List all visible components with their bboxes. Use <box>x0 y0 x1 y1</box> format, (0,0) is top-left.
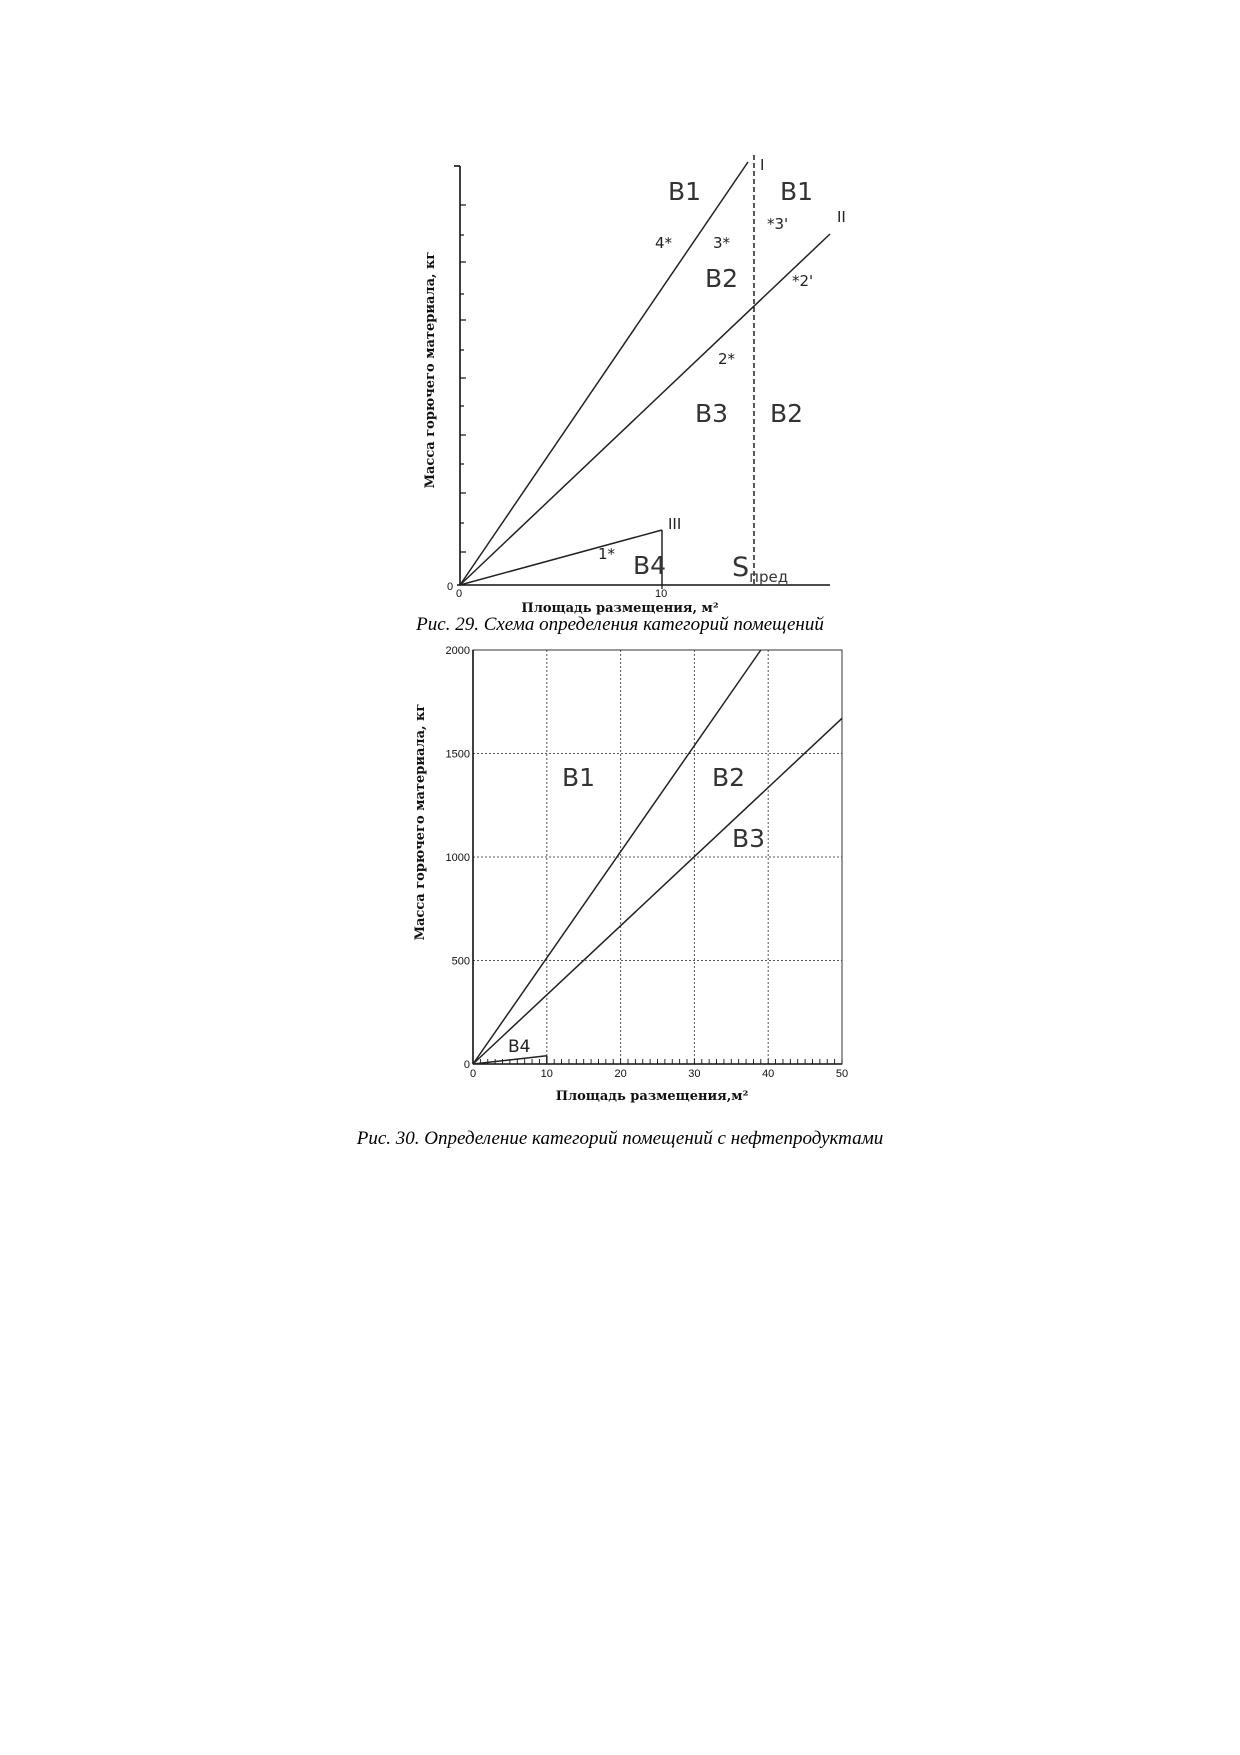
fig29-ylabel: Масса горючего материала, кг <box>423 251 438 489</box>
fig30-ticks <box>446 645 849 1080</box>
fig30-region-b1: В1 <box>562 763 596 792</box>
fig29-s-pred-label <box>732 552 788 586</box>
fig29-region-b4: В4 <box>633 551 667 580</box>
fig30-ylabel: Масса горючего материала, кг <box>413 703 428 941</box>
fig29-s-subscript: пред <box>749 568 789 586</box>
fig29-origin-label: 0 <box>447 581 454 593</box>
fig30-x-tick-label: 0 <box>469 1068 477 1080</box>
fig29-point-3: 3* <box>713 234 731 252</box>
fig30-grid <box>473 650 842 1064</box>
figure-29-diagram <box>0 0 1240 630</box>
fig29-line-label-III: III <box>668 515 682 533</box>
figure-29-caption: Рис. 29. Схема определения категорий помещений <box>416 614 824 635</box>
fig30-x-tick-label: 40 <box>762 1068 775 1080</box>
fig30-y-tick-label: 2000 <box>445 645 470 657</box>
fig29-x-tick-label: 10 <box>655 588 668 600</box>
fig30-y-tick-label: 500 <box>451 955 470 968</box>
fig30-y-tick-label: 1500 <box>445 748 470 761</box>
fig29-region-b2-lower: В2 <box>770 399 804 428</box>
fig30-x-tick-label: 50 <box>835 1068 849 1080</box>
fig30-region-b3: В3 <box>732 824 766 853</box>
fig29-s-letter: S <box>732 552 750 583</box>
fig30-y-tick-label: 0 <box>463 1059 470 1071</box>
fig29-line-label-I: I <box>760 156 765 174</box>
fig30-x-tick-label: 10 <box>540 1068 553 1080</box>
fig29-point-2: 2* <box>718 350 736 368</box>
fig30-series-line <box>473 718 842 1064</box>
fig30-x-tick-label: 20 <box>614 1068 627 1080</box>
fig30-region-b4: В4 <box>508 1037 531 1057</box>
fig30-xlabel: Площадь размещения,м² <box>555 1089 749 1104</box>
fig29-point-1: 1* <box>598 545 616 563</box>
fig29-point-4: 4* <box>655 234 673 252</box>
fig29-region-b1-left: В1 <box>668 177 702 206</box>
fig29-region-b1-right: В1 <box>780 177 814 206</box>
fig29-region-b2-upper: В2 <box>705 264 739 293</box>
figure-30-chart <box>0 630 1240 1104</box>
fig29-point-2-prime: *2' <box>792 272 814 290</box>
fig29-xlabel: Площадь размещения, м² <box>521 601 719 616</box>
fig29-region-b3: В3 <box>695 399 729 428</box>
fig29-y-ticks <box>460 205 466 552</box>
figure-30-caption: Рис. 30. Определение категорий помещений с нефтепродуктами <box>356 1128 884 1149</box>
fig30-x-tick-label: 30 <box>688 1068 701 1080</box>
fig29-x-origin-tick: 0 <box>456 588 463 600</box>
fig30-y-tick-label: 1000 <box>445 852 470 864</box>
fig29-line-I <box>460 162 748 585</box>
fig29-point-3-prime: *3' <box>767 215 789 233</box>
fig29-line-III <box>460 530 662 585</box>
fig29-line-label-II: II <box>837 208 846 226</box>
fig30-region-b2: В2 <box>712 763 746 792</box>
